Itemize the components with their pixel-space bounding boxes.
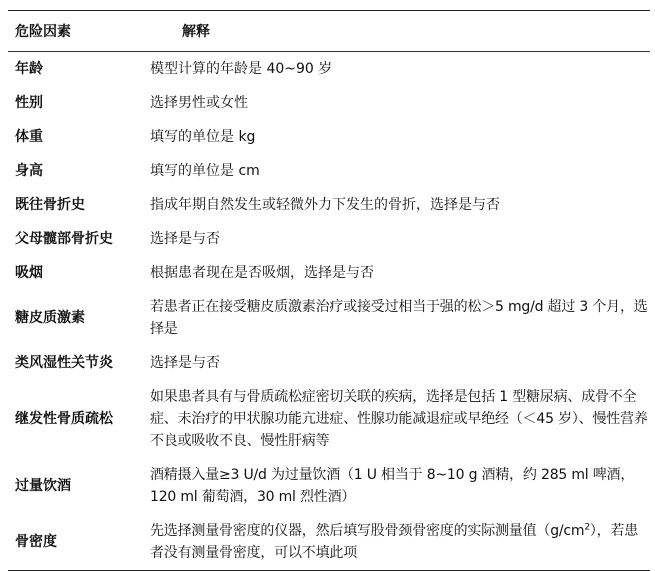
factor-cell: 吸烟 <box>15 265 43 281</box>
explanation-cell: 选择是与否 <box>150 231 220 247</box>
superscript-text: 2 <box>584 522 590 533</box>
explanation-cell: 选择是与否 <box>150 355 220 371</box>
explanation-cell: 选择男性或女性 <box>150 95 248 111</box>
explanation-cell: 指成年期自然发生或轻微外力下发生的骨折，选择是与否 <box>150 197 500 213</box>
table-row <box>8 86 650 120</box>
table-row <box>8 222 650 256</box>
factor-cell: 父母髋部骨折史 <box>15 231 113 247</box>
explanation-cell: 如果患者具有与骨质疏松症密切关联的疾病，选择是包括 1 型糖尿病、成骨不全症、未治疗的甲状腺功能亢进症、性腺功能减退症或早绝经（＜45 岁）、慢性营养不良或吸收不良、慢性肝病等 <box>150 389 648 449</box>
factor-cell: 过量饮酒 <box>15 478 71 494</box>
explanation-cell: 根据患者现在是否吸烟，选择是与否 <box>150 265 374 281</box>
table-row <box>8 458 650 514</box>
table-row <box>8 52 650 87</box>
factor-cell: 继发性骨质疏松 <box>15 411 113 427</box>
header-explanation: 解释 <box>182 24 210 40</box>
factor-cell: 糖皮质激素 <box>15 310 85 326</box>
factor-cell: 骨密度 <box>15 534 57 550</box>
factor-cell: 身高 <box>15 163 43 179</box>
table-header-row <box>8 11 650 52</box>
explanation-tail-text: ），若患者没有测量骨密度，可以不填此项 <box>150 523 639 561</box>
risk-factor-table <box>8 10 650 571</box>
explanation-cell: 填写的单位是 cm <box>150 163 260 179</box>
factor-cell: 既往骨折史 <box>15 197 85 213</box>
table-row <box>8 290 650 346</box>
table-row <box>8 120 650 154</box>
header-risk-factor: 危险因素 <box>15 24 71 40</box>
explanation-cell: 酒精摄入量≥3 U/d 为过量饮酒（1 U 相当于 8~10 g 酒精，约 285 ml 啤酒，120 ml 葡萄酒，30 ml 烈性酒） <box>150 467 635 505</box>
factor-cell: 性别 <box>15 95 43 111</box>
factor-cell: 体重 <box>15 129 43 145</box>
factor-cell: 类风湿性关节炎 <box>15 355 113 371</box>
table-row <box>8 188 650 222</box>
explanation-cell <box>142 514 650 571</box>
table-row <box>8 346 650 380</box>
explanation-cell: 填写的单位是 kg <box>150 129 256 145</box>
explanation-main-text: 先选择测量骨密度的仪器，然后填写股骨颈骨密度的实际测量值（g/cm <box>150 523 585 539</box>
table-row <box>8 380 650 458</box>
table-row <box>8 514 650 571</box>
table-row <box>8 154 650 188</box>
factor-cell: 年龄 <box>15 61 43 77</box>
explanation-cell: 若患者正在接受糖皮质激素治疗或接受过相当于强的松＞5 mg/d 超过 3 个月，选择是 <box>150 299 648 337</box>
explanation-cell: 模型计算的年龄是 40~90 岁 <box>150 61 333 77</box>
table-row <box>8 256 650 290</box>
